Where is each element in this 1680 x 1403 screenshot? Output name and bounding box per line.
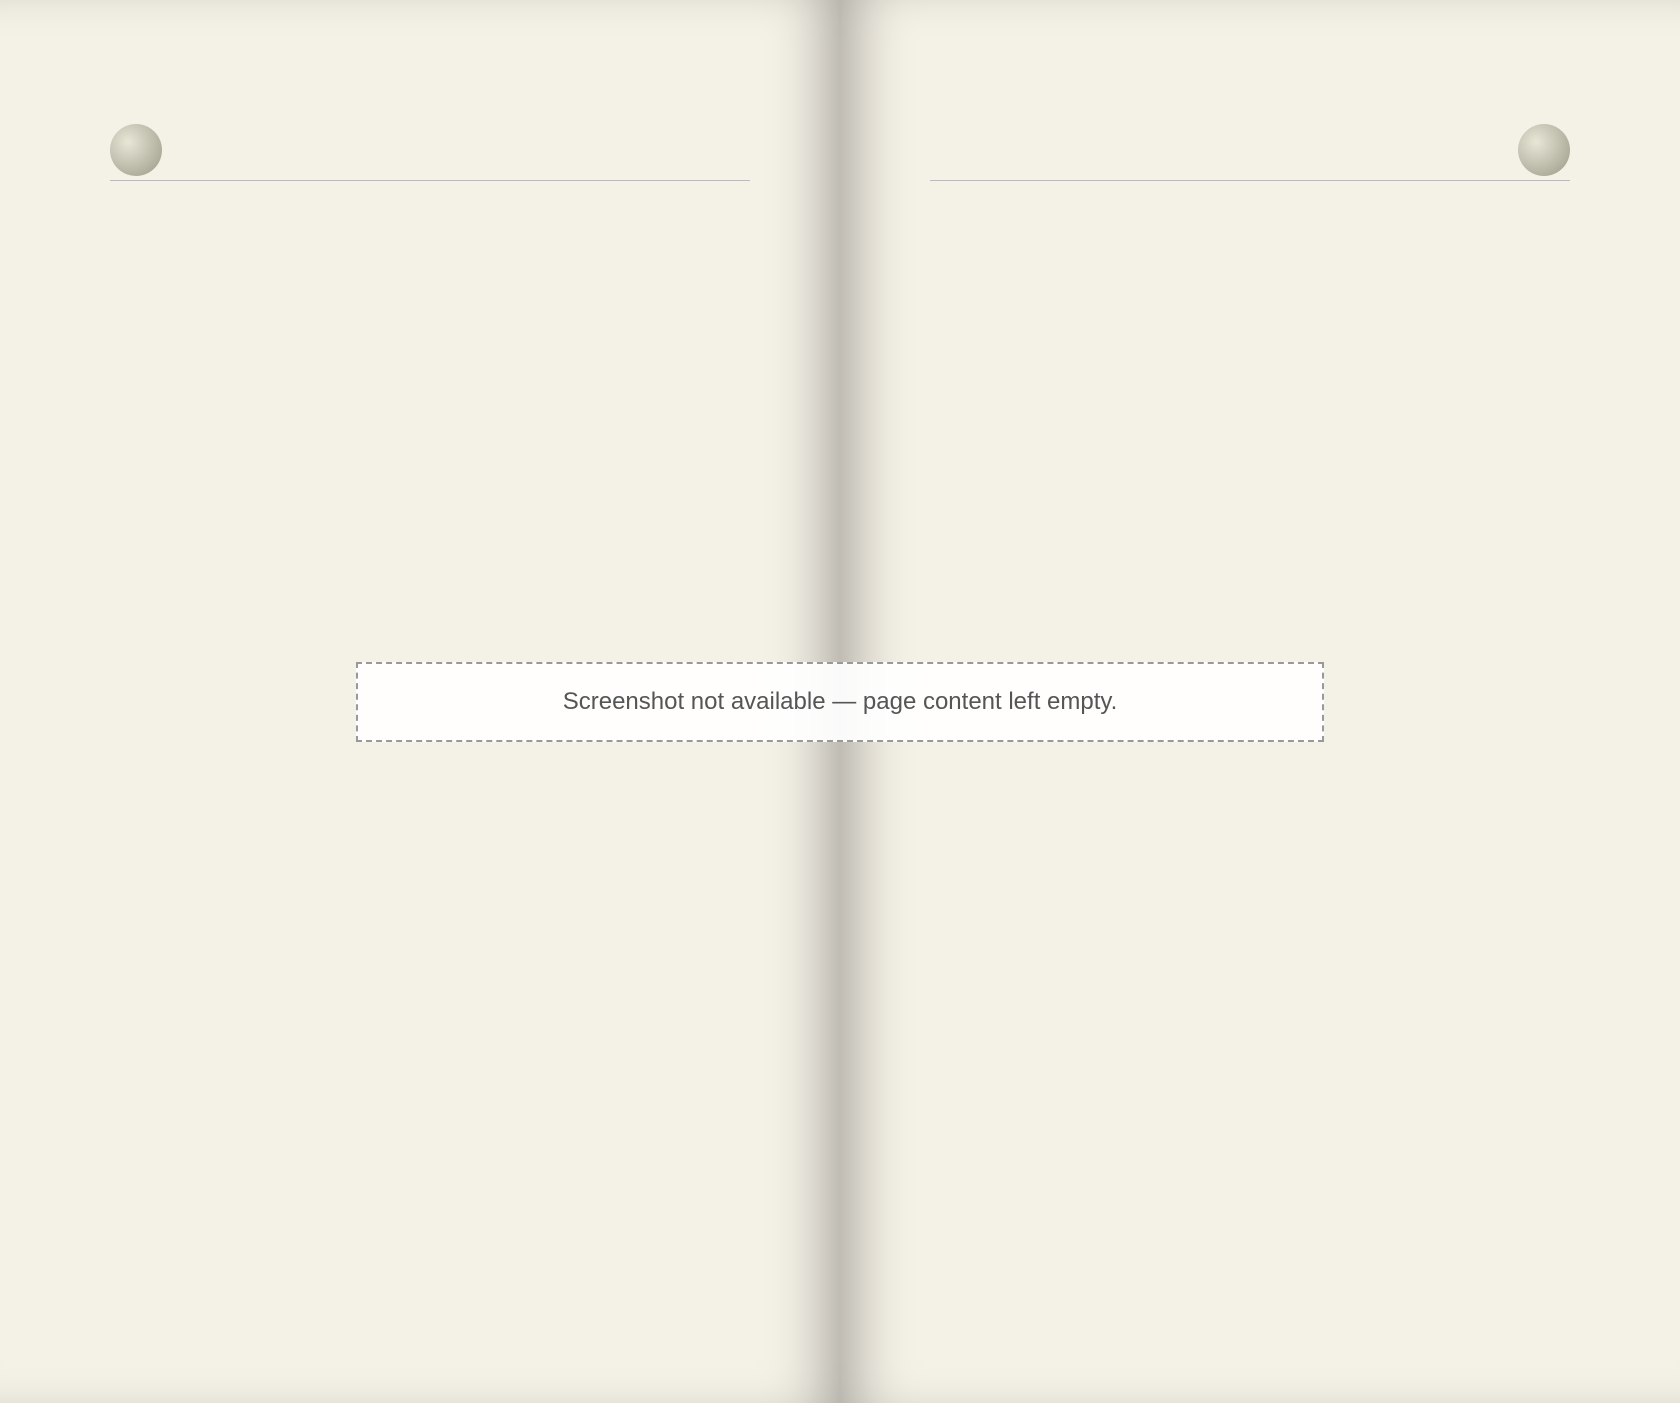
ornament-icon [1518,124,1570,176]
ornament-icon [110,124,162,176]
left-running-head [110,120,750,181]
missing-image-notice: Screenshot not available — page content left empty. [356,662,1324,742]
right-running-head [930,120,1570,181]
